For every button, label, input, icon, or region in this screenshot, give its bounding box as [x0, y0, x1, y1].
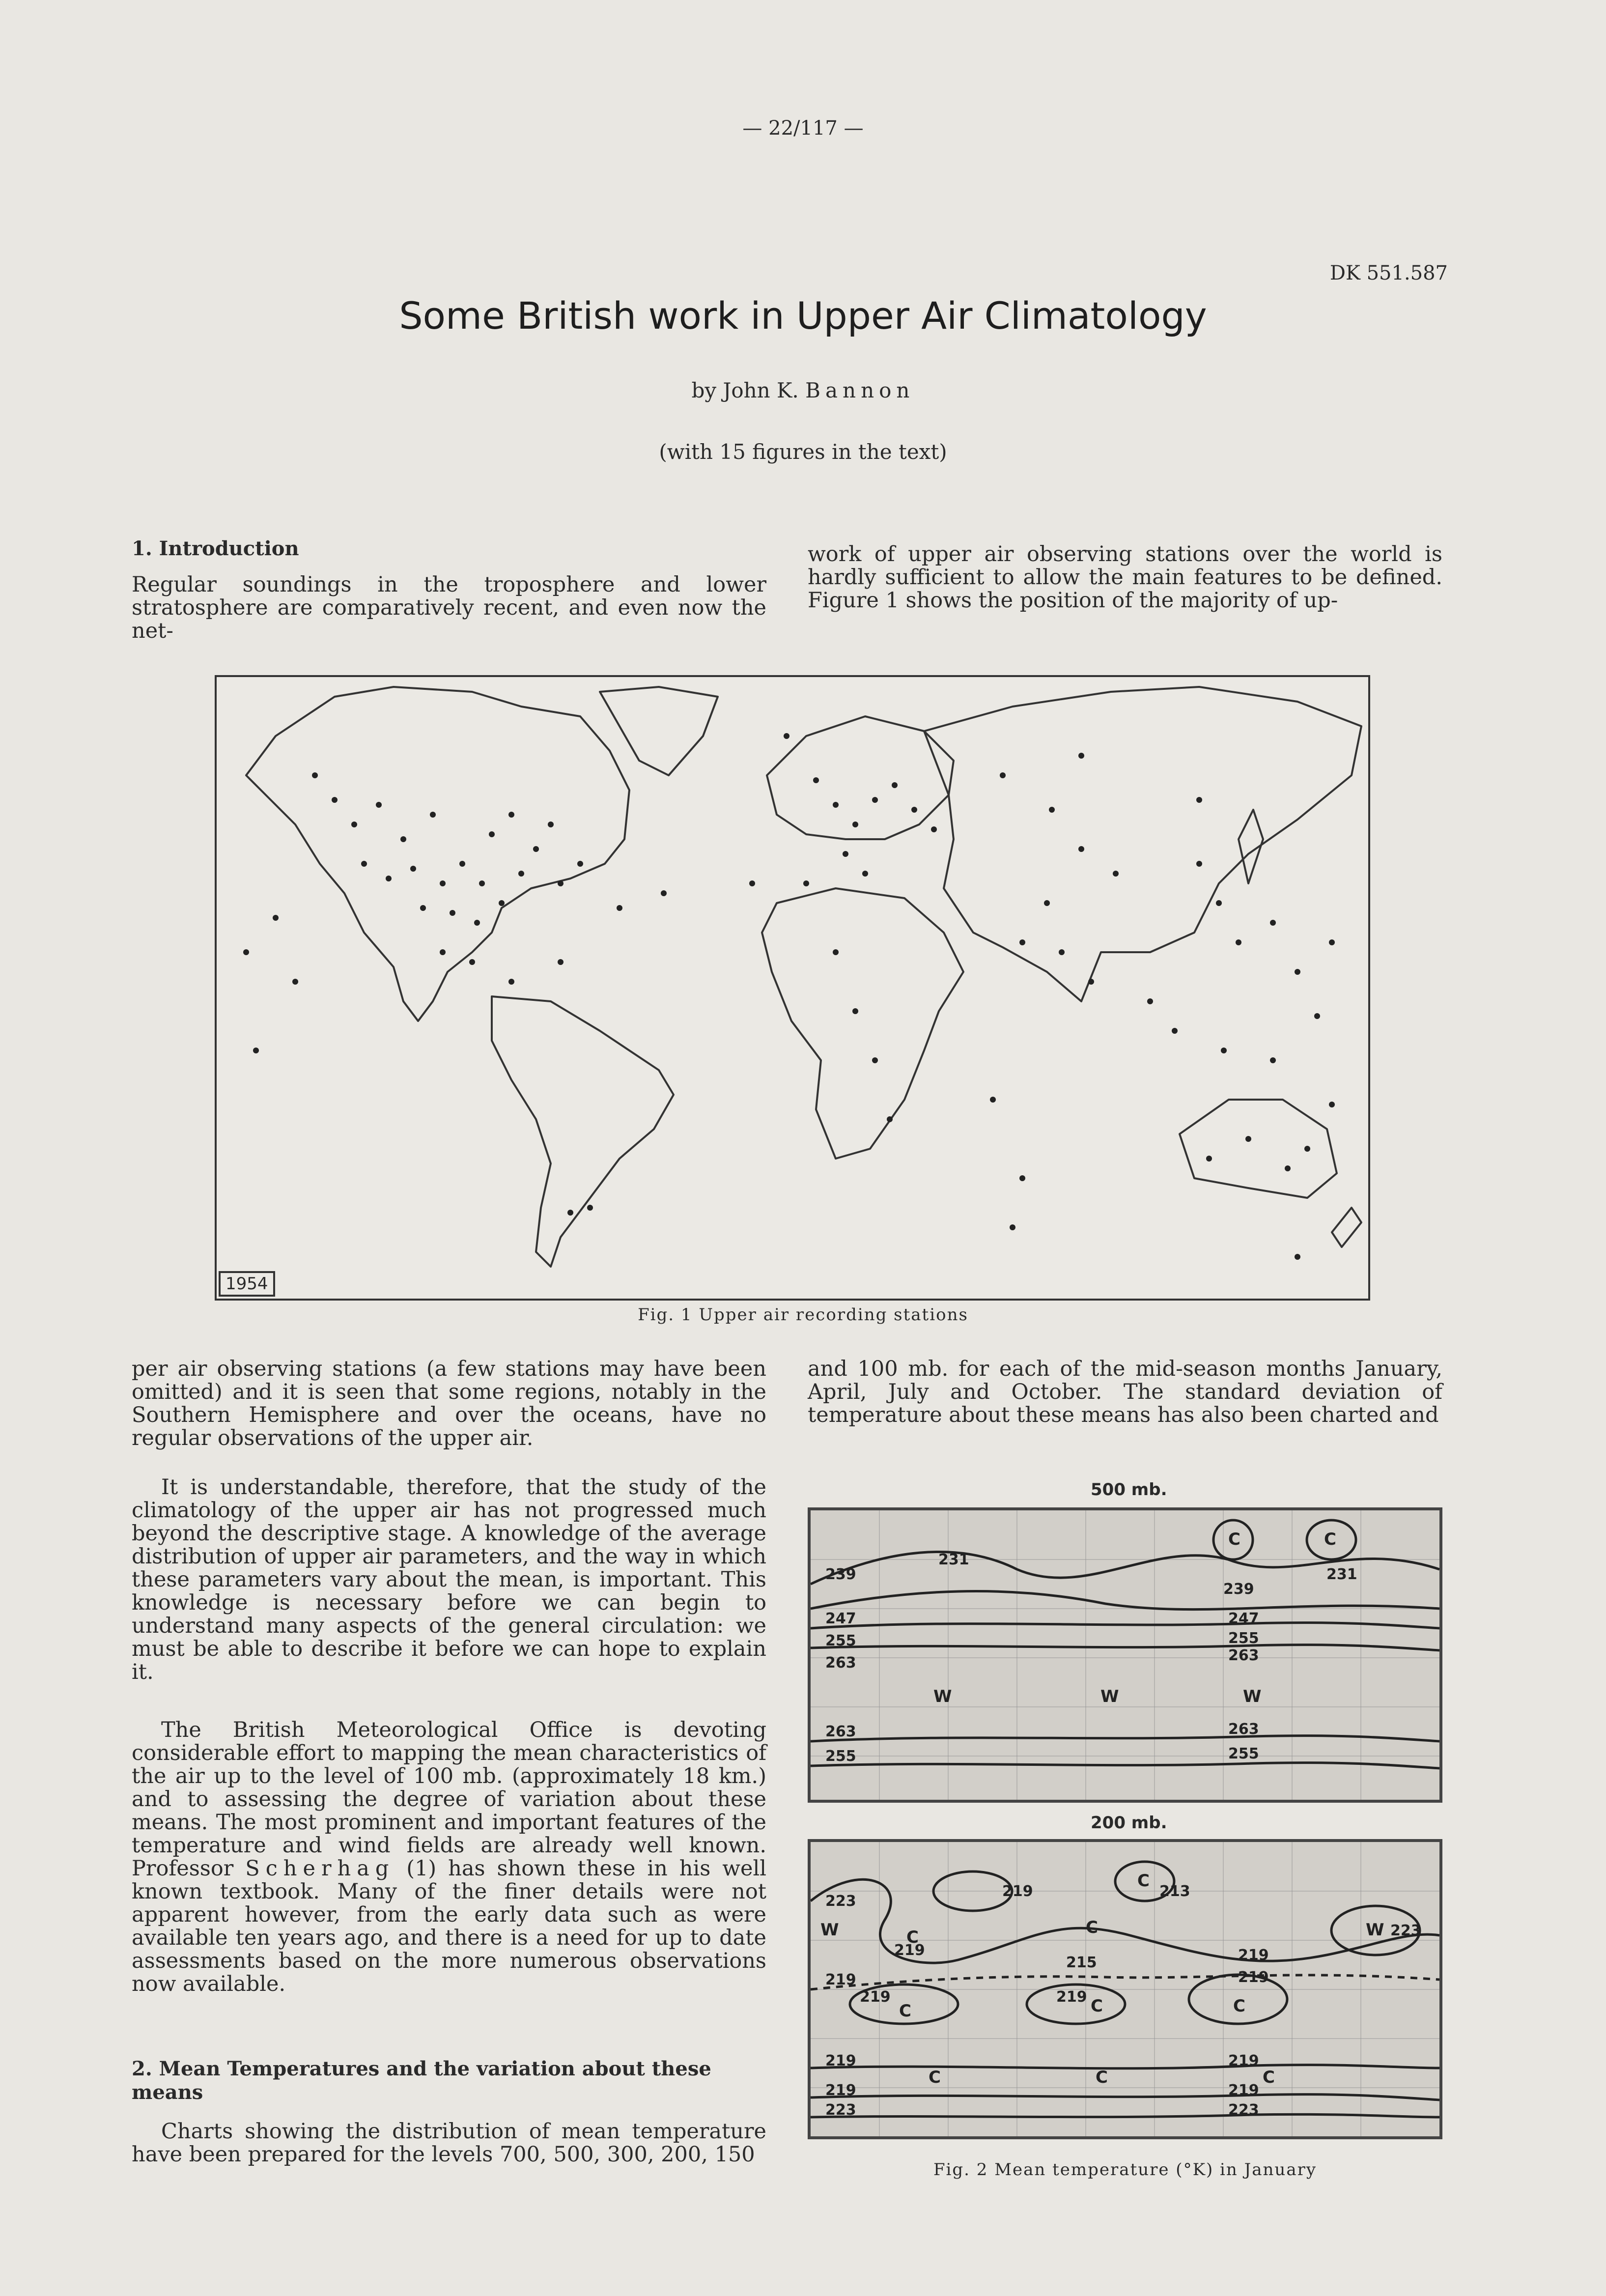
isotherm-label-500-12: 263 — [1228, 1721, 1259, 1738]
section-heading-mean-temperatures: 2. Mean Temperatures and the variation about these means — [132, 2057, 711, 2104]
warm-mark-500-3: W — [1243, 1687, 1262, 1706]
isotherm-label-200-1: 219 — [1002, 1883, 1033, 1900]
continent-asia — [924, 687, 1361, 1001]
byline-prefix: by John K. — [691, 378, 799, 402]
station-dots — [243, 733, 1335, 1260]
author-surname: Bannon — [805, 378, 915, 402]
isotherm-label-500-2: 231 — [938, 1551, 969, 1568]
isotherm-map-200mb — [811, 1842, 1439, 2136]
isotherm-map-500mb — [811, 1510, 1439, 1800]
article-title: Some British work in Upper Air Climatology — [399, 294, 1207, 338]
isotherm-label-200-13: 219 — [1228, 2052, 1259, 2069]
isotherm-label-500-1: 239 — [825, 1566, 856, 1583]
isotherm-label-200-16: 223 — [825, 2101, 856, 2119]
isotherm-label-200-15: 219 — [1228, 2082, 1259, 2099]
warm-mark-500-1: W — [933, 1687, 952, 1706]
island-greenland — [600, 687, 718, 775]
continent-north-america — [246, 687, 629, 1021]
paragraph-6: Charts showing the distribution of mean temperature have been prepared for the levels 700, 500, 300, 200, 150 — [132, 2119, 766, 2167]
isotherm-label-200-6: 219 — [1238, 1969, 1269, 1986]
section-heading-introduction: 1. Introduction — [132, 537, 299, 560]
panel-500mb-title: 500 mb. — [1091, 1480, 1167, 1500]
isotherm-label-200-8: 223 — [1390, 1922, 1421, 1939]
world-map-drawing — [217, 677, 1368, 1299]
udc-classification: DK 551.587 — [1329, 262, 1448, 284]
isotherm-label-200-4: 215 — [1066, 1954, 1097, 1971]
cold-mark-200-9: C — [1263, 2068, 1275, 2087]
isotherm-label-500-13: 255 — [825, 1748, 856, 1765]
warm-mark-500-2: W — [1100, 1687, 1119, 1706]
isotherm-label-500-6: 247 — [1228, 1610, 1259, 1627]
figure-2-panel-200mb — [808, 1839, 1442, 2139]
warm-mark-200-1: W — [820, 1920, 839, 1940]
cold-mark-200-7: C — [929, 2068, 941, 2087]
figure-1-caption: Fig. 1 Upper air recording stations — [638, 1305, 968, 1325]
cold-mark-500-1: C — [1228, 1530, 1240, 1549]
isotherm-label-200-9: 219 — [825, 1971, 856, 1988]
map-year-tag: 1954 — [219, 1271, 275, 1297]
island-new-zealand — [1332, 1208, 1361, 1247]
paragraph-4: It is understandable, therefore, that the study of the climatology of the upper air has not progressed much beyond the descriptive stage. A knowledge of the average distribution of upper air parameters, and the way in which these parameters vary about the mean, is important. This knowledge is necessary before we can begin to understand many aspects of the general circulation: we must be able to describe it before we can hope to explain it. — [132, 1475, 766, 1684]
isotherm-label-500-8: 255 — [1228, 1630, 1259, 1647]
paragraph-intro-1: Regular soundings in the troposphere and lower stratosphere are comparatively recent, and even now the net- — [132, 572, 766, 643]
byline — [0, 378, 1606, 402]
figure-2-panel-500mb — [808, 1507, 1442, 1803]
warm-mark-200-2: W — [1366, 1920, 1384, 1940]
continent-africa — [762, 888, 963, 1159]
isotherm-label-500-11: 263 — [825, 1723, 856, 1740]
cold-mark-200-2: C — [1137, 1871, 1150, 1891]
cold-mark-200-5: C — [1091, 1996, 1103, 2016]
isotherm-label-200-17: 223 — [1228, 2101, 1259, 2119]
page-number: — 22/117 — — [742, 117, 864, 140]
isotherm-label-500-10: 263 — [1228, 1647, 1259, 1664]
figure-2-caption: Fig. 2 Mean temperature (°K) in January — [933, 2160, 1317, 2180]
isotherm-label-200-14: 219 — [825, 2082, 856, 2099]
cold-mark-500-2: C — [1324, 1530, 1336, 1549]
isotherm-label-200-3: 219 — [894, 1942, 925, 1959]
paragraph-5 — [132, 1719, 766, 1996]
cited-author-scherhag: Scherhag — [245, 1856, 395, 1881]
continent-south-america — [492, 996, 674, 1267]
isotherm-label-500-7: 255 — [825, 1632, 856, 1649]
isotherm-label-200-2: 213 — [1159, 1883, 1190, 1900]
paragraph-5-part-a: The British Meteorological Office is devoting considerable effort to mapping the mean characteristics of the air up to the level of 100 mb. (approximately 18 km.) and to assessing the degree of variation about these means. The most prominent and important features of the temperature and wind fields are already well known. Professor — [132, 1718, 766, 1881]
panel-200mb-title: 200 mb. — [1091, 1813, 1167, 1833]
paragraph-intro-2: work of upper air observing stations over the world is hardly sufficient to allow the main features to be defined. Figure 1 shows the position of the majority of up- — [808, 542, 1442, 613]
isotherm-label-500-4: 231 — [1326, 1566, 1357, 1583]
isotherm-label-200-10: 219 — [860, 1988, 891, 2006]
paragraph-7: and 100 mb. for each of the mid-season months January, April, July and October. The standard deviation of temperature about these means has also been charted and — [808, 1357, 1442, 1427]
cold-mark-200-4: C — [899, 2001, 911, 2021]
cold-mark-200-3: C — [1086, 1918, 1098, 1937]
continent-australia — [1180, 1100, 1337, 1198]
isotherm-label-500-5: 247 — [825, 1610, 856, 1627]
isotherm-label-200-11: 219 — [1056, 1988, 1087, 2006]
paragraph-3: per air observing stations (a few stations may have been omitted) and it is seen that some regions, notably in the Southern Hemisphere and over the oceans, have no regular observations of the upper air. — [132, 1357, 766, 1450]
isotherm-label-200-7: 223 — [825, 1893, 856, 1910]
isotherm-label-500-14: 255 — [1228, 1745, 1259, 1762]
cold-mark-200-6: C — [1233, 1996, 1245, 2016]
isotherm-label-500-9: 263 — [825, 1654, 856, 1672]
isotherm-label-200-5: 219 — [1238, 1947, 1269, 1964]
cold-mark-200-8: C — [1096, 2068, 1108, 2087]
paragraph-5-part-b: (1) has shown these in his well known textbook. Many of the finer details were not apparent however, from the early data such as were available ten years ago, and there is a need for up to date assessments based on the more numerous observations now available. — [132, 1856, 766, 1996]
cold-mark-200-1: C — [906, 1928, 919, 1947]
isotherm-label-500-3: 239 — [1223, 1581, 1254, 1598]
figures-note: (with 15 figures in the text) — [659, 440, 947, 464]
figure-1-world-map — [215, 675, 1370, 1301]
isotherm-label-200-12: 219 — [825, 2052, 856, 2069]
